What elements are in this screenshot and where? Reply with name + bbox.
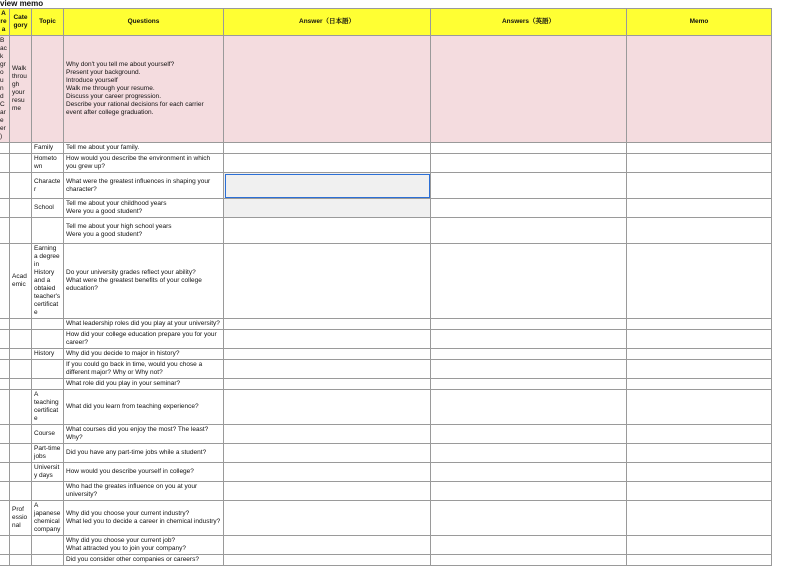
memo-cell[interactable]: [627, 330, 772, 349]
area-cell[interactable]: [0, 536, 10, 555]
category-cell[interactable]: [10, 360, 32, 379]
memo-cell[interactable]: [627, 482, 772, 501]
question-cell[interactable]: Tell me about your childhood years Were you a good student?: [64, 199, 224, 218]
answer-en-cell[interactable]: [431, 425, 627, 444]
area-cell[interactable]: [0, 444, 10, 463]
answer-ja-cell[interactable]: [224, 482, 431, 501]
topic-cell[interactable]: A japanese chemical company: [32, 501, 64, 536]
area-cell[interactable]: Back grou nd Care er): [0, 36, 10, 143]
table-row: [0, 482, 772, 501]
answer-en-cell[interactable]: [431, 244, 627, 319]
memo-cell[interactable]: [627, 36, 772, 143]
answer-en-cell[interactable]: [431, 360, 627, 379]
table-row: [0, 379, 772, 390]
category-cell[interactable]: [10, 143, 32, 154]
question-cell[interactable]: What did you learn from teaching experience?: [64, 390, 224, 425]
topic-cell[interactable]: [32, 360, 64, 379]
answer-ja-cell[interactable]: [224, 154, 431, 173]
answer-en-cell[interactable]: [431, 199, 627, 218]
header-answer-ja[interactable]: Answer（日本語）: [224, 9, 431, 36]
memo-cell[interactable]: [627, 199, 772, 218]
topic-cell[interactable]: Part-time jobs: [32, 444, 64, 463]
table-row: [0, 36, 772, 143]
question-cell[interactable]: Who had the greates influence on you at your university?: [64, 482, 224, 501]
area-cell[interactable]: [0, 425, 10, 444]
memo-cell[interactable]: [627, 501, 772, 536]
answer-ja-cell[interactable]: [224, 390, 431, 425]
memo-cell[interactable]: [627, 536, 772, 555]
answer-en-cell[interactable]: [431, 555, 627, 566]
table-row: [0, 463, 772, 482]
question-cell[interactable]: Why don't you tell me about yourself? Present your background. Introduce yourself Walk me through your resume. Discuss your career progression. Describe your rational decisions for each carrier event after college graduation.: [64, 36, 224, 143]
memo-cell[interactable]: [627, 444, 772, 463]
answer-ja-cell[interactable]: [224, 536, 431, 555]
memo-cell[interactable]: [627, 218, 772, 244]
category-cell[interactable]: [10, 319, 32, 330]
answer-ja-cell[interactable]: [224, 463, 431, 482]
question-cell[interactable]: What courses did you enjoy the most? The least? Why?: [64, 425, 224, 444]
answer-en-cell[interactable]: [431, 349, 627, 360]
answer-en-cell[interactable]: [431, 501, 627, 536]
answer-ja-cell[interactable]: [224, 330, 431, 349]
category-cell[interactable]: [10, 349, 32, 360]
question-cell[interactable]: Why did you choose your current job? What attracted you to join your company?: [64, 536, 224, 555]
memo-cell[interactable]: [627, 425, 772, 444]
answer-ja-cell[interactable]: [224, 143, 431, 154]
table-row: [0, 390, 772, 425]
topic-cell[interactable]: History: [32, 349, 64, 360]
table-row: [0, 154, 772, 173]
answer-en-cell[interactable]: [431, 36, 627, 143]
table-row: [0, 349, 772, 360]
table-row: [0, 244, 772, 319]
category-cell[interactable]: [10, 330, 32, 349]
memo-cell[interactable]: [627, 555, 772, 566]
topic-cell[interactable]: [32, 218, 64, 244]
memo-cell[interactable]: [627, 154, 772, 173]
category-cell[interactable]: [10, 390, 32, 425]
category-cell[interactable]: [10, 463, 32, 482]
category-cell[interactable]: [10, 555, 32, 566]
answer-en-cell[interactable]: [431, 143, 627, 154]
question-cell[interactable]: Tell me about your high school years Were you a good student?: [64, 218, 224, 244]
memo-cell[interactable]: [627, 143, 772, 154]
table-row: [0, 143, 772, 154]
question-cell[interactable]: Did you have any part-time jobs while a student?: [64, 444, 224, 463]
category-cell[interactable]: [10, 536, 32, 555]
interview-sheet: [0, 8, 772, 566]
answer-en-cell[interactable]: [431, 330, 627, 349]
table-row: [0, 555, 772, 566]
area-cell[interactable]: [0, 218, 10, 244]
header-topic[interactable]: Topic: [32, 9, 64, 36]
area-cell[interactable]: [0, 244, 10, 319]
question-cell[interactable]: How did your college education prepare you for your career?: [64, 330, 224, 349]
table-row: [0, 173, 772, 199]
topic-cell[interactable]: [32, 319, 64, 330]
topic-cell[interactable]: [32, 379, 64, 390]
answer-ja-cell[interactable]: [224, 379, 431, 390]
memo-cell[interactable]: [627, 319, 772, 330]
topic-cell[interactable]: [32, 36, 64, 143]
category-cell[interactable]: [10, 154, 32, 173]
table-row: [0, 501, 772, 536]
table-row: [0, 425, 772, 444]
answer-en-cell[interactable]: [431, 482, 627, 501]
answer-en-cell[interactable]: [431, 379, 627, 390]
answer-ja-cell[interactable]: [224, 555, 431, 566]
question-cell[interactable]: What leadership roles did you play at your university?: [64, 319, 224, 330]
topic-cell[interactable]: Hometown: [32, 154, 64, 173]
topic-cell[interactable]: School: [32, 199, 64, 218]
topic-cell[interactable]: Family: [32, 143, 64, 154]
memo-cell[interactable]: [627, 349, 772, 360]
topic-cell[interactable]: A teaching certificate: [32, 390, 64, 425]
table-row: [0, 319, 772, 330]
category-cell[interactable]: Walk throu gh your resu me: [10, 36, 32, 143]
answer-ja-cell[interactable]: [224, 425, 431, 444]
question-cell[interactable]: Why did you choose your current industry? What led you to decide a career in chemical industry?: [64, 501, 224, 536]
area-cell[interactable]: [0, 463, 10, 482]
area-cell[interactable]: [0, 379, 10, 390]
table-row: [0, 536, 772, 555]
topic-cell[interactable]: [32, 536, 64, 555]
memo-cell[interactable]: [627, 390, 772, 425]
area-cell[interactable]: [0, 173, 10, 199]
category-cell[interactable]: [10, 218, 32, 244]
area-cell[interactable]: [0, 555, 10, 566]
answer-en-cell[interactable]: [431, 154, 627, 173]
area-cell[interactable]: [0, 349, 10, 360]
header-memo[interactable]: Memo: [627, 9, 772, 36]
answer-ja-cell[interactable]: [224, 319, 431, 330]
question-cell[interactable]: Did you consider other companies or careers?: [64, 555, 224, 566]
answer-ja-cell[interactable]: [224, 244, 431, 319]
table-row: [0, 444, 772, 463]
question-cell[interactable]: If you could go back in time, would you chose a different major? Why or Why not?: [64, 360, 224, 379]
header-row: [0, 9, 772, 36]
topic-cell[interactable]: Character: [32, 173, 64, 199]
question-cell[interactable]: How would you describe yourself in college?: [64, 463, 224, 482]
question-cell[interactable]: What were the greatest influences in shaping your character?: [64, 173, 224, 199]
area-cell[interactable]: [0, 199, 10, 218]
topic-cell[interactable]: Earning a degree in History and a obtaied teacher's certificate: [32, 244, 64, 319]
area-cell[interactable]: [0, 390, 10, 425]
area-cell[interactable]: [0, 330, 10, 349]
answer-en-cell[interactable]: [431, 173, 627, 199]
area-cell[interactable]: [0, 501, 10, 536]
topic-cell[interactable]: University days: [32, 463, 64, 482]
answer-ja-cell-selected[interactable]: [224, 173, 431, 199]
answer-en-cell[interactable]: [431, 390, 627, 425]
answer-en-cell[interactable]: [431, 218, 627, 244]
question-cell[interactable]: How would you describe the environment in which you grew up?: [64, 154, 224, 173]
memo-cell[interactable]: [627, 463, 772, 482]
area-cell[interactable]: [0, 154, 10, 173]
category-cell[interactable]: [10, 444, 32, 463]
answer-en-cell[interactable]: [431, 319, 627, 330]
category-cell[interactable]: [10, 379, 32, 390]
answer-ja-cell[interactable]: [224, 360, 431, 379]
answer-ja-cell[interactable]: [224, 349, 431, 360]
category-cell[interactable]: Acad emic: [10, 244, 32, 319]
category-cell[interactable]: [10, 173, 32, 199]
question-cell[interactable]: Tell me about your family.: [64, 143, 224, 154]
topic-cell[interactable]: [32, 330, 64, 349]
table-row: [0, 199, 772, 218]
topic-cell[interactable]: Course: [32, 425, 64, 444]
answer-ja-cell[interactable]: [224, 199, 431, 218]
sheet-title: view memo: [0, 0, 44, 8]
answer-ja-cell[interactable]: [224, 218, 431, 244]
memo-cell[interactable]: [627, 173, 772, 199]
answer-ja-cell[interactable]: [224, 36, 431, 143]
table-row: [0, 218, 772, 244]
memo-cell[interactable]: [627, 379, 772, 390]
category-cell[interactable]: [10, 482, 32, 501]
area-cell[interactable]: [0, 143, 10, 154]
topic-cell[interactable]: [32, 555, 64, 566]
answer-ja-cell[interactable]: [224, 501, 431, 536]
header-category[interactable]: Cate gory: [10, 9, 32, 36]
header-answer-en[interactable]: Answers（英語）: [431, 9, 627, 36]
table-row: [0, 330, 772, 349]
answer-ja-cell[interactable]: [224, 444, 431, 463]
header-area[interactable]: Area: [0, 9, 10, 36]
category-cell[interactable]: [10, 425, 32, 444]
memo-cell[interactable]: [627, 360, 772, 379]
question-cell[interactable]: Why did you decide to major in history?: [64, 349, 224, 360]
category-cell[interactable]: [10, 199, 32, 218]
header-questions[interactable]: Questions: [64, 9, 224, 36]
question-cell[interactable]: What role did you play in your seminar?: [64, 379, 224, 390]
category-cell[interactable]: Prof essio nal: [10, 501, 32, 536]
answer-en-cell[interactable]: [431, 536, 627, 555]
table-row: [0, 360, 772, 379]
question-cell[interactable]: Do your university grades reflect your ability? What were the greatest benefits of your college education?: [64, 244, 224, 319]
topic-cell[interactable]: [32, 482, 64, 501]
memo-cell[interactable]: [627, 244, 772, 319]
answer-en-cell[interactable]: [431, 444, 627, 463]
answer-en-cell[interactable]: [431, 463, 627, 482]
area-cell[interactable]: [0, 360, 10, 379]
area-cell[interactable]: [0, 482, 10, 501]
area-cell[interactable]: [0, 319, 10, 330]
